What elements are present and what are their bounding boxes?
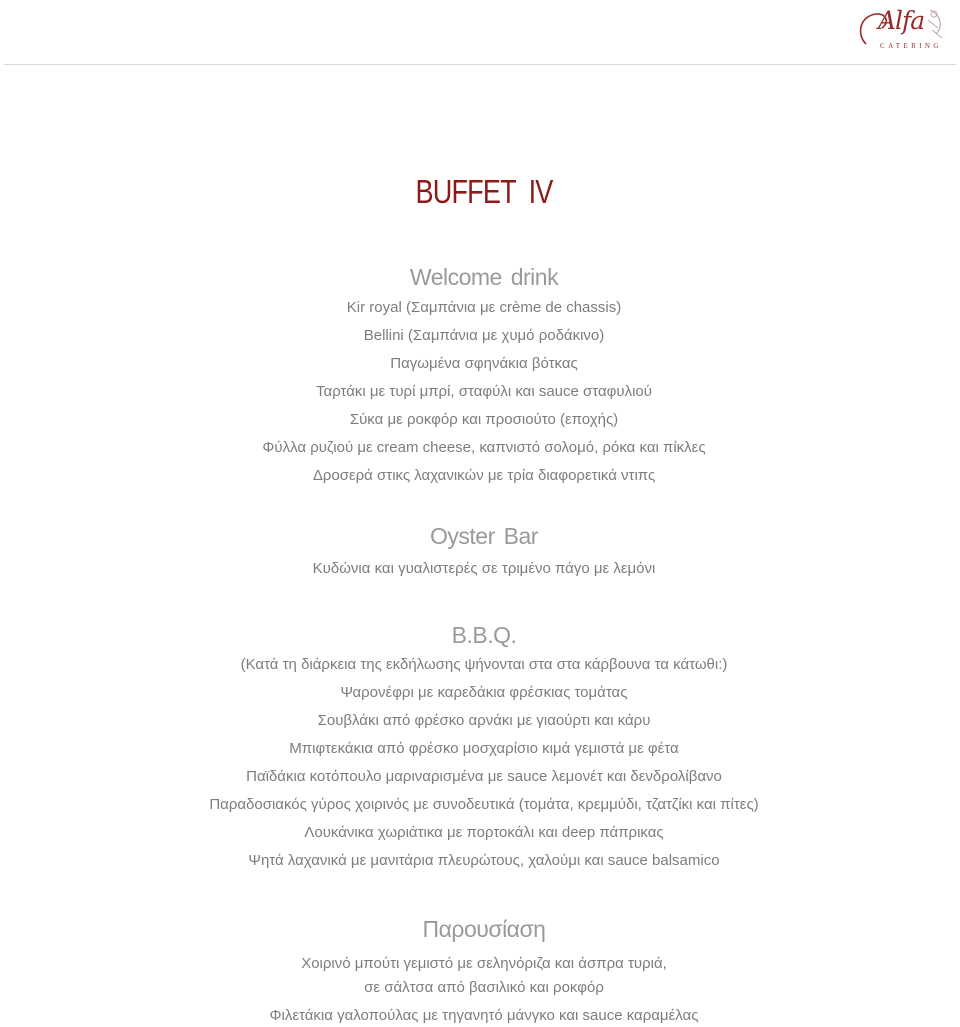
alfa-catering-logo — [852, 4, 952, 56]
menu-item: Παγωμένα σφηνάκια βότκας — [390, 355, 578, 372]
menu-item: Σύκα με ροκφόρ και προσιούτο (εποχής) — [349, 411, 619, 428]
menu-item: Λουκάνικα χωριάτικα με πορτοκάλι και deep πάπρικας — [304, 824, 664, 841]
page-header — [0, 0, 960, 66]
menu-item: Παραδοσιακός γύρος χοιρινός με συνοδευτικά (τομάτα, κρεμμύδι, τζατζίκι και πίτες) — [209, 796, 759, 813]
menu-item: Παϊδάκια κοτόπουλο μαριναρισμένα με sauce λεμονέτ και δενδρολίβανο — [246, 768, 722, 785]
menu-item: Ψαρονέφρι με καρεδάκια φρέσκιας τομάτας — [340, 684, 628, 701]
menu-item: Bellini (Σαμπάνια με χυμό ροδάκινο) — [363, 327, 605, 344]
section-heading-oyster-bar: Oyster Bar — [430, 523, 538, 549]
menu-item: Ψητά λαχανικά με μανιτάρια πλευρώτους, χαλούμι και sauce balsamico — [248, 852, 720, 869]
menu-item: Κυδώνια και γυαλιστερές σε τριμένο πάγο με λεμόνι — [312, 560, 656, 577]
section-heading-bbq: B.B.Q. — [451, 622, 517, 648]
menu-item: Φύλλα ρυζιού με cream cheese, καπνιστό σολομό, ρόκα και πίκλες — [262, 439, 706, 456]
menu-item: Φιλετάκια γαλοπούλας με τηγανητό μάνγκο και sauce καραμέλας — [269, 1007, 699, 1024]
menu-item: σε σάλτσα από βασιλικό και ροκφόρ — [364, 979, 604, 996]
menu-item: Μπιφτεκάκια από φρέσκο μοσχαρίσιο κιμά γεμιστά με φέτα — [289, 740, 679, 757]
menu-item: Χοιρινό μπούτι γεμιστό με σεληνόριζα και άσπρα τυριά, — [301, 955, 667, 972]
section-heading-welcome-drink: Welcome drink — [409, 264, 559, 290]
header-divider — [4, 64, 956, 65]
menu-title: BUFFET IV — [415, 173, 553, 210]
menu-item: Ταρτάκι με τυρί μπρί, σταφύλι και sauce σταφυλιού — [316, 383, 652, 400]
menu-item: Δροσερά στικς λαχανικών με τρία διαφορετικά ντιπς — [312, 467, 656, 484]
logo-subtitle: CATERING — [880, 42, 942, 50]
section-heading-presentation: Παρουσίαση — [422, 916, 546, 942]
menu-item: Σουβλάκι από φρέσκο αρνάκι με γιαούρτι και κάρυ — [317, 712, 651, 729]
logo-script-text: Alfa — [878, 6, 925, 35]
menu-item: Kir royal (Σαμπάνια με crème de chassis) — [346, 299, 622, 316]
menu-item-note: (Κατά τη διάρκεια της εκδήλωσης ψήνονται στα στα κάρβουνα τα κάτωθι:) — [240, 656, 728, 673]
